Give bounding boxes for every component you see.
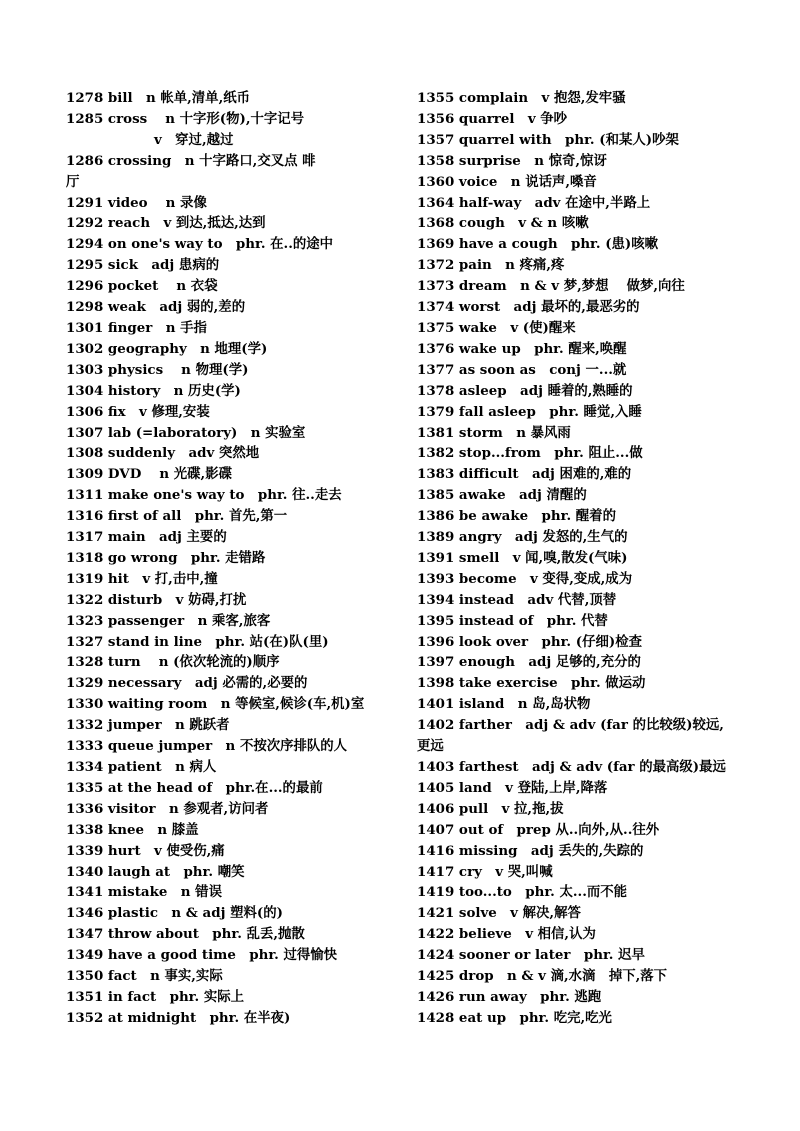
vocab-entry: 1350 fact n 事实,实际 xyxy=(66,968,223,985)
vocab-entry: 1368 cough v & n 咳嗽 xyxy=(417,215,589,232)
vocab-entry: 1397 enough adj 足够的,充分的 xyxy=(417,654,641,671)
right-vocabulary-column xyxy=(417,88,747,1029)
vocab-entry: 1285 cross n 十字形(物),十字记号 xyxy=(66,110,305,127)
vocab-entry: 1339 hurt v 使受伤,痛 xyxy=(66,842,225,859)
vocab-entry: 1332 jumper n 跳跃者 xyxy=(66,717,230,734)
vocab-entry: 1322 disturb v 妨碍,打扰 xyxy=(66,591,247,608)
vocab-entry: 1333 queue jumper n 不按次序排队的人 xyxy=(66,738,348,755)
vocab-entry: 1294 on one's way to phr. 在..的途中 xyxy=(66,236,334,253)
vocab-entry-continuation: v 穿过,越过 xyxy=(154,131,234,148)
vocab-entry: 1338 knee n 膝盖 xyxy=(66,821,199,838)
vocab-entry: 1340 laugh at phr. 嘲笑 xyxy=(66,863,245,880)
vocab-entry: 1356 quarrel v 争吵 xyxy=(417,110,568,127)
vocab-entry: 1426 run away phr. 逃跑 xyxy=(417,988,602,1005)
vocab-entry: 1377 as soon as conj 一...就 xyxy=(417,361,627,378)
vocab-entry: 1286 crossing n 十字路口,交叉点 啡厅 xyxy=(66,152,316,190)
vocab-entry: 1347 throw about phr. 乱丢,抛散 xyxy=(66,926,305,943)
vocab-entry: 1401 island n 岛,岛状物 xyxy=(417,696,591,713)
vocab-entry: 1374 worst adj 最坏的,最恶劣的 xyxy=(417,299,640,316)
left-vocabulary-column xyxy=(66,88,402,1029)
vocab-entry: 1422 believe v 相信,认为 xyxy=(417,926,596,943)
vocab-entry: 1291 video n 录像 xyxy=(66,194,207,211)
vocab-entry: 1425 drop n & v 滴,水滴 掉下,落下 xyxy=(417,968,668,985)
vocab-entry: 1428 eat up phr. 吃完,吃光 xyxy=(417,1009,612,1026)
vocab-entry: 1311 make one's way to phr. 往..走去 xyxy=(66,487,342,504)
vocab-entry: 1421 solve v 解决,解答 xyxy=(417,905,581,922)
vocab-entry: 1406 pull v 拉,拖,拔 xyxy=(417,800,564,817)
vocab-entry: 1346 plastic n & adj 塑料(的) xyxy=(66,905,283,922)
vocab-entry: 1382 stop...from phr. 阻止...做 xyxy=(417,445,643,462)
vocab-entry: 1372 pain n 疼痛,疼 xyxy=(417,257,565,274)
vocab-entry: 1302 geography n 地理(学) xyxy=(66,340,268,357)
vocab-entry: 1364 half-way adv 在途中,半路上 xyxy=(417,194,651,211)
vocab-entry: 1383 difficult adj 困难的,难的 xyxy=(417,466,632,483)
vocab-entry: 1379 fall asleep phr. 睡觉,入睡 xyxy=(417,403,642,420)
vocab-entry: 1407 out of prep 从..向外,从..往外 xyxy=(417,821,660,838)
vocab-entry: 1296 pocket n 衣袋 xyxy=(66,278,218,295)
vocab-entry: 1329 necessary adj 必需的,必要的 xyxy=(66,675,308,692)
vocab-entry: 1398 take exercise phr. 做运动 xyxy=(417,675,646,692)
vocab-entry: 1298 weak adj 弱的,差的 xyxy=(66,299,246,316)
vocab-entry: 1381 storm n 暴风雨 xyxy=(417,424,571,441)
vocab-entry: 1309 DVD n 光碟,影碟 xyxy=(66,466,232,483)
vocab-entry: 1323 passenger n 乘客,旅客 xyxy=(66,612,271,629)
vocab-entry: 1330 waiting room n 等候室,候诊(车,机)室 xyxy=(66,696,365,713)
vocab-entry: 1419 too...to phr. 太...而不能 xyxy=(417,884,628,901)
vocab-entry: 1351 in fact phr. 实际上 xyxy=(66,988,245,1005)
vocab-entry: 1316 first of all phr. 首先,第一 xyxy=(66,508,288,525)
vocab-entry: 1303 physics n 物理(学) xyxy=(66,361,249,378)
vocab-entry: 1318 go wrong phr. 走错路 xyxy=(66,549,266,566)
vocab-entry: 1378 asleep adj 睡着的,熟睡的 xyxy=(417,382,633,399)
vocab-entry: 1341 mistake n 错误 xyxy=(66,884,222,901)
vocab-entry: 1295 sick adj 患病的 xyxy=(66,257,220,274)
vocab-entry: 1308 suddenly adv 突然地 xyxy=(66,445,260,462)
vocab-entry: 1327 stand in line phr. 站(在)队(里) xyxy=(66,633,329,650)
vocab-entry: 1395 instead of phr. 代替 xyxy=(417,612,608,629)
vocab-entry: 1385 awake adj 清醒的 xyxy=(417,487,587,504)
vocab-entry: 1393 become v 变得,变成,成为 xyxy=(417,570,633,587)
vocab-entry: 1424 sooner or later phr. 迟早 xyxy=(417,947,645,964)
vocab-entry: 1357 quarrel with phr. (和某人)吵架 xyxy=(417,131,679,148)
vocab-entry: 1278 bill n 帐单,清单,纸币 xyxy=(66,90,251,106)
vocab-entry: 1352 at midnight phr. 在半夜) xyxy=(66,1009,291,1026)
vocab-entry: 1334 patient n 病人 xyxy=(66,759,217,775)
vocab-entry: 1386 be awake phr. 醒着的 xyxy=(417,508,616,525)
vocab-entry: 1349 have a good time phr. 过得愉快 xyxy=(66,947,338,964)
vocab-entry: 1389 angry adj 发怒的,生气的 xyxy=(417,529,628,546)
vocab-entry: 1376 wake up phr. 醒来,唤醒 xyxy=(417,340,627,357)
vocab-entry: 1402 farther adj & adv (far 的比较级)较远, 更远 xyxy=(417,717,724,755)
vocab-entry: 1358 surprise n 惊奇,惊讶 xyxy=(417,152,607,169)
vocab-entry: 1403 farthest adj & adv (far 的最高级)最远 xyxy=(417,759,726,775)
vocab-entry: 1335 at the head of phr.在...的最前 xyxy=(66,779,323,796)
vocab-entry: 1317 main adj 主要的 xyxy=(66,529,227,546)
vocab-entry: 1369 have a cough phr. (患)咳嗽 xyxy=(417,236,659,253)
vocab-entry: 1394 instead adv 代替,顶替 xyxy=(417,591,617,608)
vocab-entry: 1391 smell v 闻,嗅,散发(气味) xyxy=(417,549,628,566)
vocab-entry: 1307 lab (=laboratory) n 实验室 xyxy=(66,424,306,441)
vocab-entry: 1319 hit v 打,击中,撞 xyxy=(66,570,218,587)
vocab-entry: 1301 finger n 手指 xyxy=(66,319,207,336)
vocab-entry: 1306 fix v 修理,安装 xyxy=(66,403,210,420)
vocab-entry: 1336 visitor n 参观者,访问者 xyxy=(66,800,269,817)
vocab-entry: 1373 dream n & v 梦,梦想 做梦,向往 xyxy=(417,278,685,295)
vocab-entry: 1416 missing adj 丢失的,失踪的 xyxy=(417,842,644,859)
vocab-entry: 1304 history n 历史(学) xyxy=(66,382,241,399)
vocab-entry: 1417 cry v 哭,叫喊 xyxy=(417,863,553,880)
vocab-entry: 1355 complain v 抱怨,发牢骚 xyxy=(417,90,626,106)
vocab-entry: 1405 land v 登陆,上岸,降落 xyxy=(417,779,608,796)
vocab-entry: 1375 wake v (使)醒来 xyxy=(417,319,576,336)
vocab-entry: 1360 voice n 说话声,嗓音 xyxy=(417,173,597,190)
vocab-entry: 1328 turn n (依次轮流的)顺序 xyxy=(66,654,280,671)
vocab-entry: 1396 look over phr. (仔细)检查 xyxy=(417,633,642,650)
vocab-entry: 1292 reach v 到达,抵达,达到 xyxy=(66,215,266,232)
